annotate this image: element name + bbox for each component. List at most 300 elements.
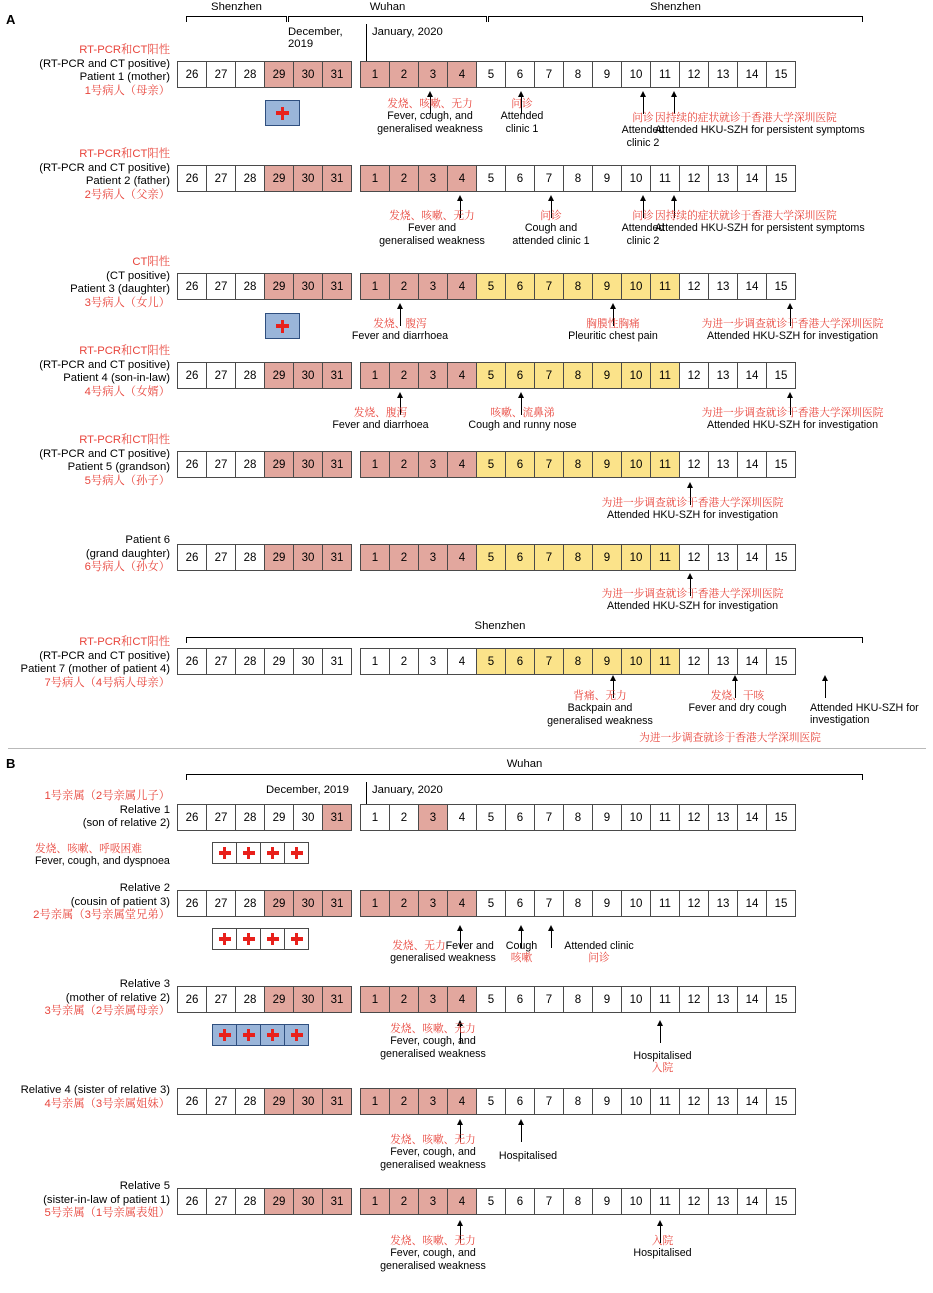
cell-jan-3: 3 <box>418 362 448 389</box>
ct-cell <box>212 1024 237 1046</box>
cell-jan-1: 1 <box>360 61 390 88</box>
patient-2-anno-3-en: Attended clinic 2 <box>621 222 665 247</box>
cell-jan-12: 12 <box>679 451 709 478</box>
cell-dec-30: 30 <box>293 1188 323 1215</box>
cell-jan-5: 5 <box>476 362 506 389</box>
cell-dec-29: 29 <box>264 1188 294 1215</box>
relative-5-en-1: Relative 5 <box>119 1180 170 1192</box>
cell-jan-4: 4 <box>447 362 477 389</box>
cell-dec-30: 30 <box>293 273 323 300</box>
cell-jan-15: 15 <box>766 1088 796 1115</box>
cell-jan-15: 15 <box>766 273 796 300</box>
cell-jan-3: 3 <box>418 1188 448 1215</box>
relative-1-cn-title: 1号亲属（2号亲属儿子） <box>44 790 170 802</box>
cell-jan-6: 6 <box>505 804 535 831</box>
patient-1-anno-2-cn: 问诊 <box>511 98 533 110</box>
patient-7-anno-3-en: Attended HKU-SZH for investigation <box>810 702 919 727</box>
ct-positive-icon <box>267 847 279 859</box>
relative-2-anno-1-en-b: generalised weakness <box>390 952 496 965</box>
patient-4-anno-2 <box>455 407 590 432</box>
patient-4-anno-1-en: Fever and diarrhoea <box>332 419 429 432</box>
cell-jan-14: 14 <box>737 804 767 831</box>
cell-dec-26: 26 <box>177 61 207 88</box>
patient-5-cells <box>178 451 796 478</box>
cell-jan-14: 14 <box>737 362 767 389</box>
cell-jan-13: 13 <box>708 804 738 831</box>
cell-jan-12: 12 <box>679 1188 709 1215</box>
patient-1-anno-3-en: Attended clinic 2 <box>621 124 665 149</box>
cell-jan-11: 11 <box>650 1188 680 1215</box>
cell-jan-4: 4 <box>447 273 477 300</box>
cell-dec-29: 29 <box>264 165 294 192</box>
cell-dec-27: 27 <box>206 986 236 1013</box>
cell-dec-28: 28 <box>235 451 265 478</box>
patient-1-anno-4-cn: 因持续的症状就诊于香港大学深圳医院 <box>655 112 837 124</box>
relative-3-row <box>0 978 796 1019</box>
patient-7-labels <box>0 636 178 690</box>
cell-jan-5: 5 <box>476 165 506 192</box>
cell-jan-14: 14 <box>737 890 767 917</box>
cell-jan-3: 3 <box>418 1088 448 1115</box>
cell-jan-15: 15 <box>766 804 796 831</box>
cell-dec-28: 28 <box>235 804 265 831</box>
cell-jan-5: 5 <box>476 451 506 478</box>
header-b-wuhan: Wuhan <box>506 758 543 770</box>
relative-1-anno-1-cn: 发烧、咳嗽、呼吸困难 <box>35 843 142 855</box>
patient-2-cells <box>178 165 796 192</box>
cell-jan-2: 2 <box>389 362 419 389</box>
cell-jan-3: 3 <box>418 986 448 1013</box>
cell-dec-29: 29 <box>264 362 294 389</box>
patient-2-row <box>0 148 796 202</box>
cell-jan-2: 2 <box>389 804 419 831</box>
cell-dec-29: 29 <box>264 648 294 675</box>
ct-cell <box>236 1024 261 1046</box>
cell-jan-4: 4 <box>447 61 477 88</box>
cell-dec-29: 29 <box>264 890 294 917</box>
cell-jan-9: 9 <box>592 1088 622 1115</box>
cell-jan-4: 4 <box>447 648 477 675</box>
relative-1-anno-1 <box>35 843 215 868</box>
cell-jan-10: 10 <box>621 986 651 1013</box>
cell-jan-14: 14 <box>737 273 767 300</box>
cell-dec-27: 27 <box>206 544 236 571</box>
cell-jan-11: 11 <box>650 165 680 192</box>
patient-1-anno-2 <box>486 98 558 135</box>
patient-3-cn-2: 3号病人（女儿） <box>84 296 170 309</box>
relative-2-anno-1-en-a: Fever and <box>445 940 494 952</box>
ct-positive-icon <box>276 320 289 333</box>
relative-3-en-1: Relative 3 <box>119 978 170 990</box>
relative-1-cells <box>178 804 796 831</box>
cell-dec-30: 30 <box>293 362 323 389</box>
patient-6-anno-1-en: Attended HKU-SZH for investigation <box>606 600 779 613</box>
patient-1-cn-2: 1号病人（母亲） <box>84 84 170 97</box>
ct-cell <box>260 842 285 864</box>
patient-5-anno-1-cn: 为进一步调查就诊于香港大学深圳医院 <box>601 497 784 509</box>
cell-jan-10: 10 <box>621 451 651 478</box>
cell-dec-27: 27 <box>206 273 236 300</box>
cell-dec-26: 26 <box>177 890 207 917</box>
patient-2-anno-2-cn: 问诊 <box>540 210 562 222</box>
cell-jan-14: 14 <box>737 648 767 675</box>
relative-2-row <box>0 882 796 923</box>
patient-5-cn-title: RT-PCR和CT阳性 <box>79 434 170 446</box>
cell-jan-13: 13 <box>708 1088 738 1115</box>
cell-jan-3: 3 <box>418 273 448 300</box>
relative-3-cross-row <box>213 1024 309 1046</box>
relative-2-anno-1-cn: 发烧、无力 <box>392 940 446 952</box>
cell-jan-14: 14 <box>737 1088 767 1115</box>
cell-jan-8: 8 <box>563 804 593 831</box>
patient-6-cells <box>178 544 796 571</box>
relative-1-anno-1-en: Fever, cough, and dyspnoea <box>35 855 170 868</box>
cell-jan-2: 2 <box>389 273 419 300</box>
patient-4-cells <box>178 362 796 389</box>
patient-3-ct-box <box>265 313 300 339</box>
patient-2-anno-1-en: Fever and generalised weakness <box>379 222 485 247</box>
patient-1-anno-4 <box>655 112 930 137</box>
patient-7-anno-1-cn: 背痛、无力 <box>573 690 627 702</box>
cell-jan-15: 15 <box>766 890 796 917</box>
cell-jan-13: 13 <box>708 273 738 300</box>
cell-jan-6: 6 <box>505 890 535 917</box>
cell-jan-10: 10 <box>621 1188 651 1215</box>
cell-jan-7: 7 <box>534 362 564 389</box>
patient-7-cn-title: RT-PCR和CT阳性 <box>79 636 170 648</box>
relative-4-anno-1-en: Fever, cough, and generalised weakness <box>380 1146 486 1171</box>
cell-dec-30: 30 <box>293 648 323 675</box>
cell-dec-26: 26 <box>177 804 207 831</box>
patient-2-en-1: (RT-PCR and CT positive) <box>39 161 170 174</box>
patient-2-anno-4 <box>655 210 930 235</box>
cell-jan-1: 1 <box>360 362 390 389</box>
cell-jan-6: 6 <box>505 986 535 1013</box>
patient-5-en-1: (RT-PCR and CT positive) <box>39 447 170 460</box>
patient-3-anno-1 <box>345 318 455 343</box>
patient-3-anno-2 <box>545 318 681 343</box>
patient-7-row <box>0 636 796 690</box>
cell-dec-27: 27 <box>206 890 236 917</box>
relative-4-cn-2: 4号亲属（3号亲属姐妹） <box>44 1097 170 1110</box>
cell-jan-6: 6 <box>505 61 535 88</box>
patient-4-anno-2-en: Cough and runny nose <box>468 419 577 432</box>
relative-2-anno-2-en: Cough <box>505 940 538 952</box>
cell-jan-8: 8 <box>563 648 593 675</box>
bracket-shenzhen-1 <box>186 16 287 22</box>
patient-2-anno-1 <box>352 210 512 247</box>
patient-5-cn-2: 5号病人（孙子） <box>84 474 170 487</box>
cell-jan-1: 1 <box>360 890 390 917</box>
patient-6-cn-2: 6号病人（孙女） <box>84 561 170 573</box>
cell-dec-30: 30 <box>293 986 323 1013</box>
cell-jan-11: 11 <box>650 544 680 571</box>
patient-7-en-2: Patient 7 (mother of patient 4) <box>20 663 170 675</box>
relative-3-anno-1-en: Fever, cough, and generalised weakness <box>380 1035 486 1060</box>
cell-dec-31: 31 <box>322 451 352 478</box>
cell-jan-9: 9 <box>592 1188 622 1215</box>
relative-1-en-2: (son of relative 2) <box>82 817 170 829</box>
cell-jan-7: 7 <box>534 1188 564 1215</box>
cell-dec-28: 28 <box>235 362 265 389</box>
relative-4-anno-2 <box>483 1150 573 1162</box>
cell-dec-31: 31 <box>322 1088 352 1115</box>
relative-2-en-2: (cousin of patient 3) <box>70 895 170 908</box>
cell-jan-9: 9 <box>592 804 622 831</box>
patient-5-labels <box>0 434 178 488</box>
cell-jan-1: 1 <box>360 804 390 831</box>
cell-dec-31: 31 <box>322 890 352 917</box>
patient-1-labels <box>0 44 178 98</box>
patient-7-anno-1 <box>525 690 675 727</box>
relative-2-labels <box>0 882 178 923</box>
cell-dec-29: 29 <box>264 61 294 88</box>
relative-3-anno-2-cn: 入院 <box>651 1062 674 1075</box>
patient-1-cells <box>178 61 796 88</box>
ct-cell <box>260 1024 285 1046</box>
cell-dec-26: 26 <box>177 1188 207 1215</box>
patient-1-anno-1-cn: 发烧、咳嗽、无力 <box>387 98 473 110</box>
cell-dec-26: 26 <box>177 451 207 478</box>
patient-3-anno-1-cn: 发烧、腹泻 <box>373 318 427 330</box>
cell-jan-12: 12 <box>679 165 709 192</box>
cell-dec-28: 28 <box>235 1188 265 1215</box>
ct-cell <box>260 928 285 950</box>
cell-jan-5: 5 <box>476 273 506 300</box>
cell-jan-7: 7 <box>534 986 564 1013</box>
patient-7-header-shenzhen: Shenzhen <box>474 620 526 632</box>
patient-7-arrow-3 <box>825 680 826 698</box>
ct-positive-icon <box>243 847 255 859</box>
cell-jan-9: 9 <box>592 986 622 1013</box>
cell-dec-27: 27 <box>206 1188 236 1215</box>
cell-dec-31: 31 <box>322 986 352 1013</box>
ct-cell <box>236 842 261 864</box>
patient-4-anno-3-cn: 为进一步调查就诊于香港大学深圳医院 <box>701 407 884 419</box>
cell-jan-10: 10 <box>621 890 651 917</box>
cell-dec-28: 28 <box>235 544 265 571</box>
patient-7-anno-3 <box>810 702 933 727</box>
relative-2-anno-2 <box>494 940 549 965</box>
cell-jan-10: 10 <box>621 61 651 88</box>
cell-dec-29: 29 <box>264 986 294 1013</box>
bracket-wuhan <box>288 16 487 22</box>
cell-dec-31: 31 <box>322 544 352 571</box>
cell-jan-14: 14 <box>737 451 767 478</box>
cell-dec-28: 28 <box>235 986 265 1013</box>
patient-5-en-2: Patient 5 (grandson) <box>67 461 170 473</box>
patient-1-anno-1 <box>355 98 505 135</box>
cell-jan-11: 11 <box>650 890 680 917</box>
cell-jan-4: 4 <box>447 1088 477 1115</box>
patient-6-anno-1-cn: 为进一步调查就诊于香港大学深圳医院 <box>601 588 784 600</box>
cell-dec-28: 28 <box>235 273 265 300</box>
cell-jan-3: 3 <box>418 804 448 831</box>
patient-1-ct-box <box>265 100 300 126</box>
patient-4-cn-2: 4号病人（女婿） <box>84 385 170 398</box>
cell-jan-8: 8 <box>563 890 593 917</box>
cell-jan-15: 15 <box>766 648 796 675</box>
cell-jan-5: 5 <box>476 890 506 917</box>
ct-positive-icon <box>276 107 289 120</box>
patient-2-anno-1-cn: 发烧、咳嗽、无力 <box>389 210 475 222</box>
ct-cell <box>284 928 309 950</box>
cell-jan-3: 3 <box>418 890 448 917</box>
relative-5-anno-2-en: Hospitalised <box>633 1247 692 1260</box>
bracket-shenzhen-2 <box>488 16 863 22</box>
patient-4-en-2: Patient 4 (son-in-law) <box>63 372 170 384</box>
cell-jan-2: 2 <box>389 165 419 192</box>
relative-2-anno-3 <box>549 940 649 965</box>
patient-5-row <box>0 434 796 488</box>
relative-3-labels <box>0 978 178 1019</box>
cell-jan-6: 6 <box>505 165 535 192</box>
relative-2-cells <box>178 890 796 917</box>
cell-jan-11: 11 <box>650 804 680 831</box>
cell-jan-4: 4 <box>447 804 477 831</box>
patient-2-anno-2 <box>496 210 606 247</box>
patient-3-anno-3-cn: 为进一步调查就诊于香港大学深圳医院 <box>701 318 884 330</box>
cell-jan-2: 2 <box>389 61 419 88</box>
patient-3-en-2: Patient 3 (daughter) <box>70 283 170 295</box>
cell-jan-8: 8 <box>563 61 593 88</box>
ct-positive-icon <box>267 933 279 945</box>
cell-jan-9: 9 <box>592 544 622 571</box>
cell-dec-31: 31 <box>322 362 352 389</box>
ct-positive-icon <box>219 847 231 859</box>
relative-4-en-1: Relative 4 (sister of relative 3) <box>20 1084 170 1096</box>
cell-jan-14: 14 <box>737 165 767 192</box>
relative-4-row <box>0 1084 796 1115</box>
relative-4-anno-1-cn: 发烧、咳嗽、无力 <box>390 1134 476 1146</box>
cell-jan-1: 1 <box>360 1188 390 1215</box>
cell-jan-12: 12 <box>679 362 709 389</box>
cell-jan-13: 13 <box>708 648 738 675</box>
cell-jan-2: 2 <box>389 451 419 478</box>
cell-jan-10: 10 <box>621 648 651 675</box>
patient-7-cn-2: 7号病人（4号病人母亲） <box>44 676 170 689</box>
patient-6-anno-1 <box>570 588 815 613</box>
patient-4-cn-title: RT-PCR和CT阳性 <box>79 345 170 357</box>
ct-positive-icon <box>291 847 303 859</box>
cell-jan-10: 10 <box>621 1088 651 1115</box>
relative-4-arrow-2 <box>521 1124 522 1142</box>
cell-jan-11: 11 <box>650 61 680 88</box>
cell-dec-31: 31 <box>322 165 352 192</box>
relative-5-anno-1-cn: 发烧、咳嗽、无力 <box>390 1235 476 1247</box>
cell-jan-12: 12 <box>679 273 709 300</box>
cell-jan-10: 10 <box>621 804 651 831</box>
ct-cell <box>236 928 261 950</box>
cell-jan-3: 3 <box>418 544 448 571</box>
cell-jan-13: 13 <box>708 986 738 1013</box>
cell-jan-1: 1 <box>360 648 390 675</box>
cell-jan-14: 14 <box>737 61 767 88</box>
cell-jan-15: 15 <box>766 1188 796 1215</box>
cell-dec-26: 26 <box>177 544 207 571</box>
cell-jan-14: 14 <box>737 544 767 571</box>
panel-a-letter: A <box>6 12 16 27</box>
relative-5-anno-1 <box>358 1235 508 1272</box>
cell-jan-1: 1 <box>360 165 390 192</box>
patient-6-en-2: (grand daughter) <box>85 547 170 560</box>
relative-1-labels <box>0 790 178 831</box>
cell-jan-7: 7 <box>534 165 564 192</box>
relative-1-cross-row <box>213 842 309 864</box>
relative-3-anno-2-en: Hospitalised <box>633 1050 692 1062</box>
ct-cell <box>284 842 309 864</box>
cell-dec-26: 26 <box>177 986 207 1013</box>
patient-2-anno-4-en: Attended HKU-SZH for persistent symptoms <box>655 222 865 235</box>
patient-4-anno-1-cn: 发烧、腹泻 <box>353 407 408 419</box>
relative-5-cells <box>178 1188 796 1215</box>
relative-3-cn-2: 3号亲属（2号亲属母亲） <box>44 1005 170 1017</box>
cell-jan-15: 15 <box>766 451 796 478</box>
patient-2-en-2: Patient 2 (father) <box>85 175 170 187</box>
patient-4-anno-3 <box>670 407 915 432</box>
patient-3-anno-2-cn: 胸膜性胸痛 <box>586 318 640 330</box>
cell-jan-3: 3 <box>418 451 448 478</box>
cell-jan-12: 12 <box>679 61 709 88</box>
cell-jan-11: 11 <box>650 986 680 1013</box>
patient-3-anno-3 <box>670 318 915 343</box>
relative-5-row <box>0 1180 796 1221</box>
cell-jan-8: 8 <box>563 1088 593 1115</box>
ct-positive-icon <box>219 933 231 945</box>
cell-jan-2: 2 <box>389 986 419 1013</box>
cell-jan-1: 1 <box>360 1088 390 1115</box>
patient-3-cells <box>178 273 796 300</box>
cell-jan-11: 11 <box>650 273 680 300</box>
cell-dec-28: 28 <box>235 1088 265 1115</box>
relative-4-anno-2-en: Hospitalised <box>498 1150 558 1162</box>
cell-jan-1: 1 <box>360 451 390 478</box>
ct-positive-icon <box>291 933 303 945</box>
cell-dec-26: 26 <box>177 362 207 389</box>
cell-jan-1: 1 <box>360 273 390 300</box>
cell-jan-13: 13 <box>708 451 738 478</box>
cell-jan-1: 1 <box>360 544 390 571</box>
cell-jan-5: 5 <box>476 544 506 571</box>
patient-1-row <box>0 44 796 98</box>
patient-7-anno-1-en: Backpain and generalised weakness <box>547 702 653 727</box>
relative-5-anno-2 <box>615 1235 710 1260</box>
cell-jan-6: 6 <box>505 544 535 571</box>
cell-jan-9: 9 <box>592 451 622 478</box>
cell-jan-11: 11 <box>650 648 680 675</box>
relative-3-anno-2 <box>615 1050 710 1075</box>
relative-5-en-2: (sister-in-law of patient 1) <box>43 1193 170 1206</box>
relative-1-en-1: Relative 1 <box>119 803 170 816</box>
ct-cell <box>212 928 237 950</box>
cell-dec-30: 30 <box>293 165 323 192</box>
patient-2-labels <box>0 148 178 202</box>
patient-1-cn-title: RT-PCR和CT阳性 <box>79 44 170 56</box>
cell-dec-27: 27 <box>206 362 236 389</box>
header-january: January, 2020 <box>372 26 443 38</box>
cell-jan-3: 3 <box>418 61 448 88</box>
cell-dec-31: 31 <box>322 648 352 675</box>
cell-jan-7: 7 <box>534 648 564 675</box>
cell-jan-5: 5 <box>476 648 506 675</box>
ct-positive-icon <box>291 1029 303 1041</box>
patient-5-anno-1 <box>570 497 815 522</box>
cell-jan-6: 6 <box>505 362 535 389</box>
cell-jan-2: 2 <box>389 544 419 571</box>
cell-jan-1: 1 <box>360 986 390 1013</box>
cell-dec-30: 30 <box>293 890 323 917</box>
patient-3-anno-1-en: Fever and diarrhoea <box>351 330 449 343</box>
